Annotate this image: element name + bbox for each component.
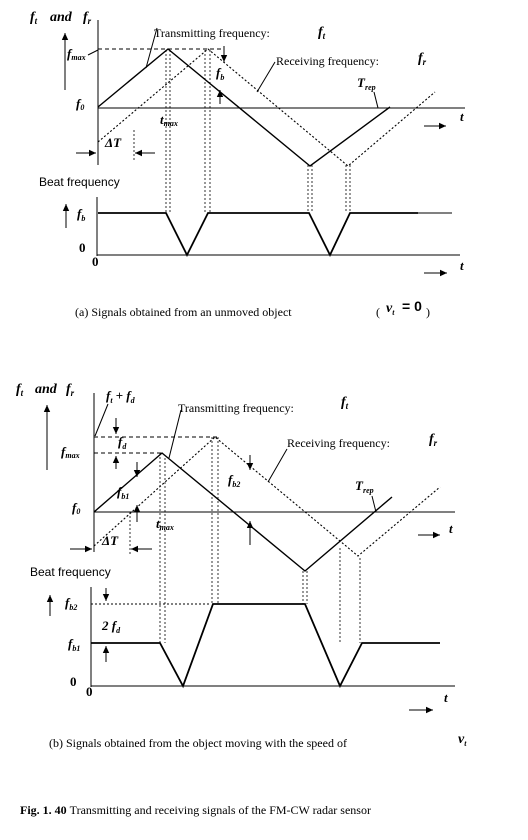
panel-b: [16, 382, 467, 750]
b-axis-label-and: and: [35, 382, 57, 397]
beat-fb-label: $f_b$: [77, 206, 86, 223]
fb1-label: $f_{b1}$: [117, 484, 130, 501]
beat-time-label: t: [460, 258, 464, 273]
caption-a-paren-close: ): [426, 305, 430, 319]
caption-a-eq: = 0: [402, 298, 422, 314]
b-beat-signal: [91, 604, 440, 686]
b-tx-symbol: $f_t$: [341, 395, 349, 411]
rx-symbol: $f_r$: [418, 51, 427, 67]
b-tmax-label: tmax: [156, 516, 174, 532]
trep-label: $T_{rep}$: [357, 75, 376, 92]
guides-a: [166, 50, 350, 213]
b-trep-leader: [372, 496, 376, 512]
panel-a: [30, 10, 465, 319]
beat-signal: [98, 213, 418, 255]
tx-symbol: $f_t$: [318, 25, 326, 41]
b-rx-signal: [94, 437, 440, 556]
f0-label: f0: [76, 96, 85, 112]
fd-label: $f_d$: [118, 434, 127, 451]
beat-fb1-label: $f_{b1}$: [68, 636, 81, 653]
rx-leader: [257, 62, 275, 92]
b-rx-leader: [268, 449, 287, 482]
b-delta-t-label: ΔT: [102, 533, 119, 548]
b-trep-label: $T_{rep}$: [355, 478, 374, 495]
b-rx-label: Receiving frequency:: [287, 436, 390, 450]
axis-label-and: and: [50, 10, 72, 25]
axis-label-ft: $f_t$: [30, 10, 38, 26]
caption-a-paren-open: (: [376, 305, 380, 319]
fb2-label: $f_{b2}$: [228, 472, 241, 489]
figure-caption: Fig. 1. 40 Transmitting and receiving signals of the FM-CW radar sensor: [20, 803, 371, 817]
b-f0-label: f0: [72, 500, 81, 516]
two-fd-label: 2 $f_d$: [102, 618, 121, 635]
axis-label-fr: $f_r$: [83, 10, 92, 26]
b-tx-leader: [169, 410, 181, 458]
b-tx-label: Transmitting frequency:: [178, 401, 294, 415]
caption-a-vt: $v_t$: [386, 301, 395, 317]
caption-b: (b) Signals obtained from the object moving with the speed of: [49, 736, 347, 750]
beat-zero-x: 0: [92, 254, 99, 269]
fb-label: $f_b$: [216, 65, 225, 82]
beat-freq-label: Beat frequency: [39, 175, 120, 189]
beat-fb2-label: $f_{b2}$: [65, 595, 78, 612]
b-axis-label-ft: $f_t$: [16, 382, 24, 398]
delta-t-label: ΔT: [105, 135, 122, 150]
tx-label: Transmitting frequency:: [154, 26, 270, 40]
fmax-label: fmax: [67, 46, 86, 62]
rx-label: Receiving frequency:: [276, 54, 379, 68]
ft-plus-fd-leader: [95, 404, 108, 436]
b-beat-time-label: t: [444, 690, 448, 705]
b-beat-zero-x: 0: [86, 684, 93, 699]
b-beat-zero-y: 0: [70, 674, 77, 689]
caption-a: (a) Signals obtained from an unmoved object: [75, 305, 292, 319]
b-rx-symbol: $f_r$: [429, 432, 438, 448]
fmax-leader: [88, 50, 98, 55]
tmax-label: tmax: [160, 112, 178, 128]
beat-zero-y: 0: [79, 240, 86, 255]
ft-plus-fd-label: $f_t + f_d$: [106, 388, 135, 405]
guides-b: [160, 437, 360, 643]
b-axis-label-fr: $f_r$: [66, 382, 75, 398]
b-beat-freq-label: Beat frequency: [30, 565, 111, 579]
trep-leader: [374, 92, 378, 108]
time-label: t: [460, 109, 464, 124]
b-time-label: t: [449, 521, 453, 536]
b-fmax-label: fmax: [61, 444, 80, 460]
caption-b-vt: $v_t$: [458, 732, 467, 748]
